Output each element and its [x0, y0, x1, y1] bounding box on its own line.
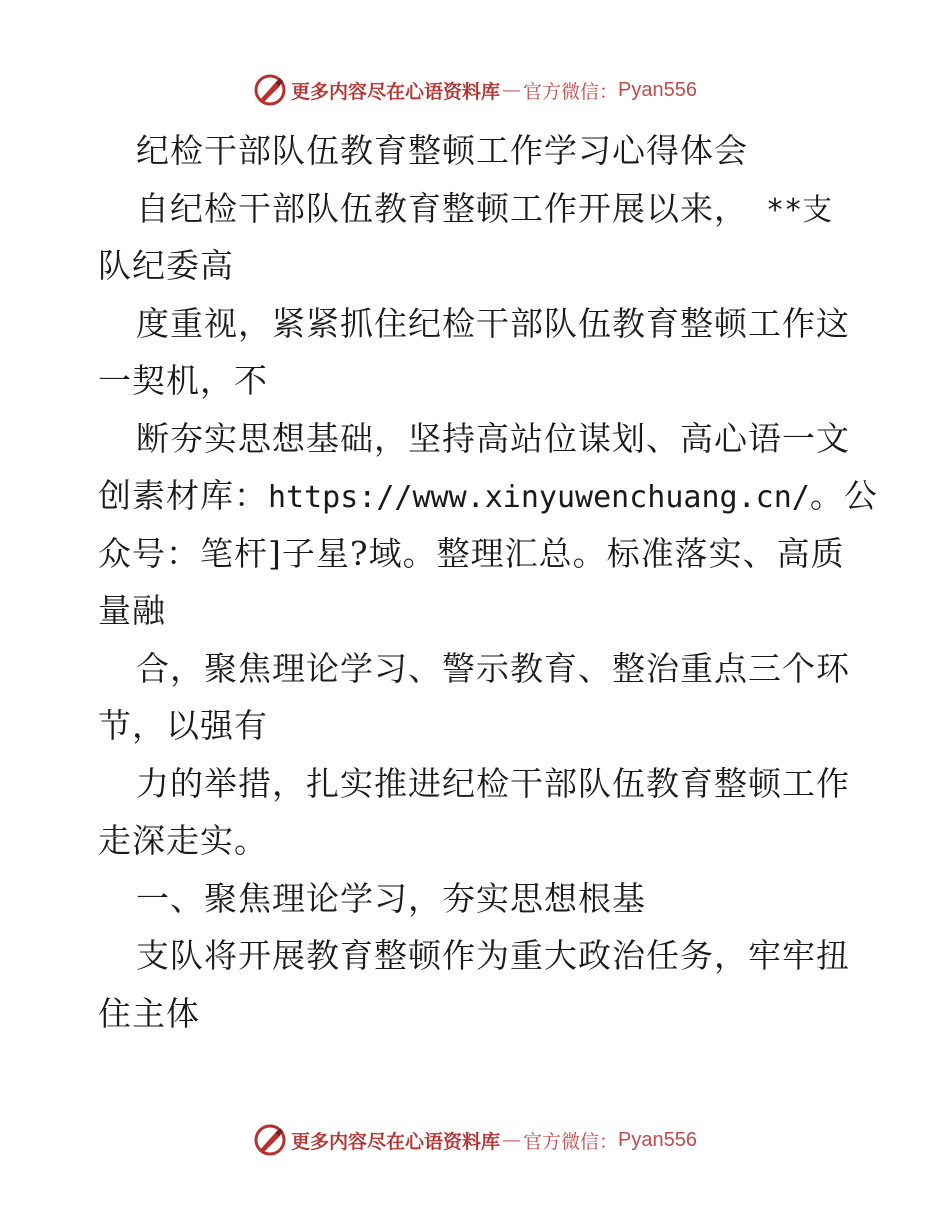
paragraph-line	[98, 467, 878, 525]
pen-logo-icon	[253, 1123, 287, 1157]
paragraph-line: 众号：笔杆]子星?域。整理汇总。标准落实、高质	[98, 533, 845, 573]
website-url: https://www.xinyuwenchuang.cn/	[268, 480, 810, 515]
pen-logo-icon	[253, 73, 287, 107]
text-segment: 自纪检干部队伍教育整顿工作开展以来，	[136, 188, 748, 228]
document-title: 纪检干部队伍教育整顿工作学习心得体会	[136, 131, 748, 170]
document-body	[98, 122, 878, 1042]
paragraph-line: 断夯实思想基础，坚持高站位谋划、高心语一文	[136, 418, 850, 458]
paragraph-line: 力的举措，扎实推进纪检干部队伍教育整顿工作	[136, 763, 850, 803]
header-wechat-label: 官方微信：	[523, 80, 619, 103]
paragraph-line: 住主体	[98, 993, 200, 1033]
footer-dash: —	[502, 1129, 522, 1151]
footer-wechat-id: Pyan556	[618, 1128, 697, 1151]
text-segment: 。公	[809, 476, 878, 515]
paragraph-line: 支队将开展教育整顿作为重大政治任务，牢牢扭	[136, 936, 850, 975]
paragraph-line: 量融	[98, 591, 166, 630]
text-segment: **支	[748, 192, 833, 228]
footer-watermark-banner	[0, 1120, 950, 1160]
paragraph-line: 合，聚焦理论学习、警示教育、整治重点三个环	[136, 648, 850, 688]
paragraph-line: 走深走实。	[98, 821, 268, 860]
paragraph-line	[98, 180, 858, 238]
header-wechat-id: Pyan556	[618, 78, 697, 101]
paragraph-line: 节，以强有	[98, 706, 268, 745]
header-brand-text: 更多内容尽在心语资料库	[291, 80, 501, 103]
paragraph-line: 队纪委高	[98, 246, 234, 285]
section-heading: 一、聚焦理论学习，夯实思想根基	[136, 878, 646, 918]
paragraph-line: 度重视，紧紧抓住纪检干部队伍教育整顿工作这	[136, 303, 850, 343]
header-watermark-banner	[0, 70, 950, 110]
footer-brand-text: 更多内容尽在心语资料库	[291, 1130, 501, 1153]
paragraph-line: 一契机，不	[98, 361, 268, 400]
footer-wechat-label: 官方微信：	[523, 1130, 619, 1153]
text-segment: 创素材库：	[98, 476, 268, 515]
header-dash: —	[502, 79, 522, 101]
